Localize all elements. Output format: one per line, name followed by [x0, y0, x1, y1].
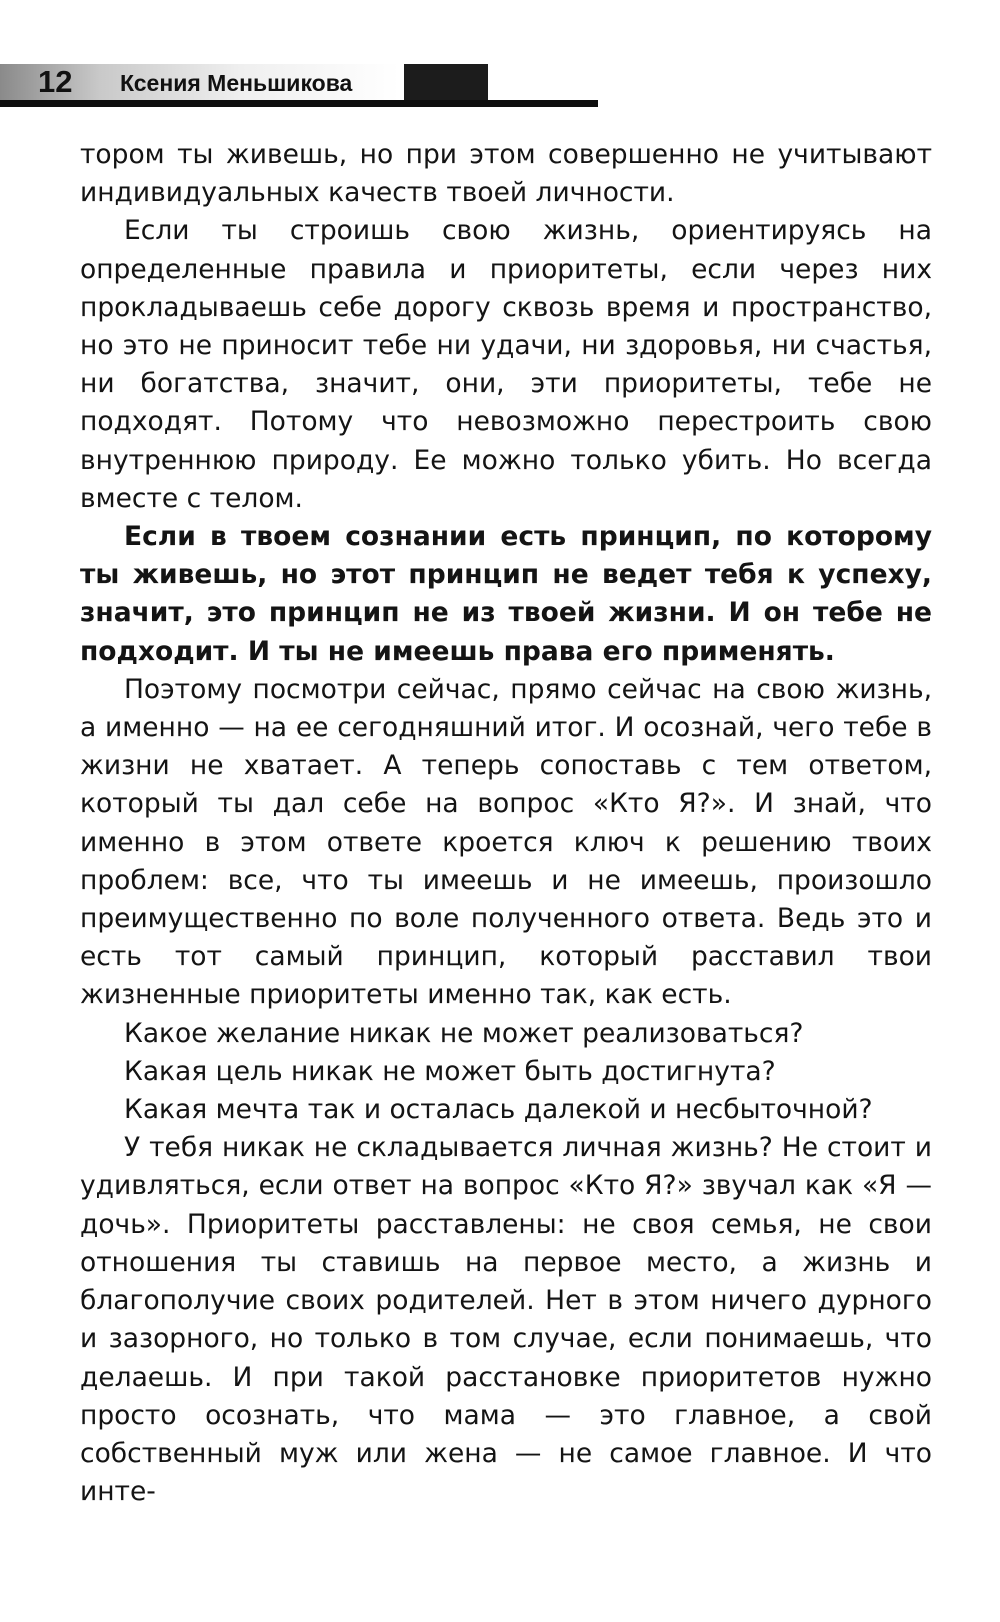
paragraph: Если ты строишь свою жизнь, ориентируясь на определенные правила и приоритеты, если через них прокладываешь себе дорогу сквозь время и пространство, но это не приносит тебе ни удачи, ни здоровья, ни счастья, ни богатства, значит, они, эти приоритеты, тебе не подходят. Потому что невозможно перестроить свою внутреннюю природу. Ее можно только убить. Но всегда вместе с телом. — [80, 215, 932, 514]
page-header — [0, 64, 600, 112]
paragraph-continuation: тором ты живешь, но при этом совершенно не учитывают индивидуальных качеств твоей личности. — [80, 139, 932, 209]
page-number: 12 — [38, 64, 73, 99]
question-line: Какая мечта так и осталась далекой и несбыточной? — [124, 1094, 873, 1126]
header-rule — [0, 100, 598, 107]
paragraph: У тебя никак не складывается личная жизнь? Не стоит и удивляться, если ответ на вопрос «Кто Я?» звучал как «Я — дочь». Приоритеты расставлены: не своя семья, не свои отношения ты ставишь на первое место, а жизнь и благополучие своих родителей. Нет в этом ничего дурного и зазорного, но только в том случае, если понимаешь, что делаешь. И при такой расстановке приоритетов нужно просто осознать, что мама — это главное, а свой собственный муж или жена — не самое главное. И что инте- — [80, 1132, 932, 1508]
running-title-author: Ксения Меньшикова — [120, 70, 353, 96]
header-dark-block — [404, 64, 488, 100]
body-text — [80, 136, 932, 1511]
paragraph-bold-principle: Если в твоем сознании есть принцип, по которому ты живешь, но этот принцип не ведет тебя к успеху, значит, это принцип не из твоей жизни. И он тебе не подходит. И ты не имеешь права его применять. — [80, 521, 932, 667]
question-line: Какое желание никак не может реализоваться? — [124, 1017, 804, 1049]
question-line: Какая цель никак не может быть достигнута? — [124, 1055, 776, 1087]
paragraph: Поэтому посмотри сейчас, прямо сейчас на свою жизнь, а именно — на ее сегодняшний итог. И осознай, чего тебе в жизни не хватает. А теперь сопоставь с тем ответом, который ты дал себе на вопрос «Кто Я?». И знай, что именно в этом ответе кроется ключ к решению твоих проблем: все, что ты имеешь и не имеешь, произошло преимущественно по воле полученного ответа. Ведь это и есть тот самый принцип, который расставил твои жизненные приоритеты именно так, как есть. — [80, 673, 932, 1011]
